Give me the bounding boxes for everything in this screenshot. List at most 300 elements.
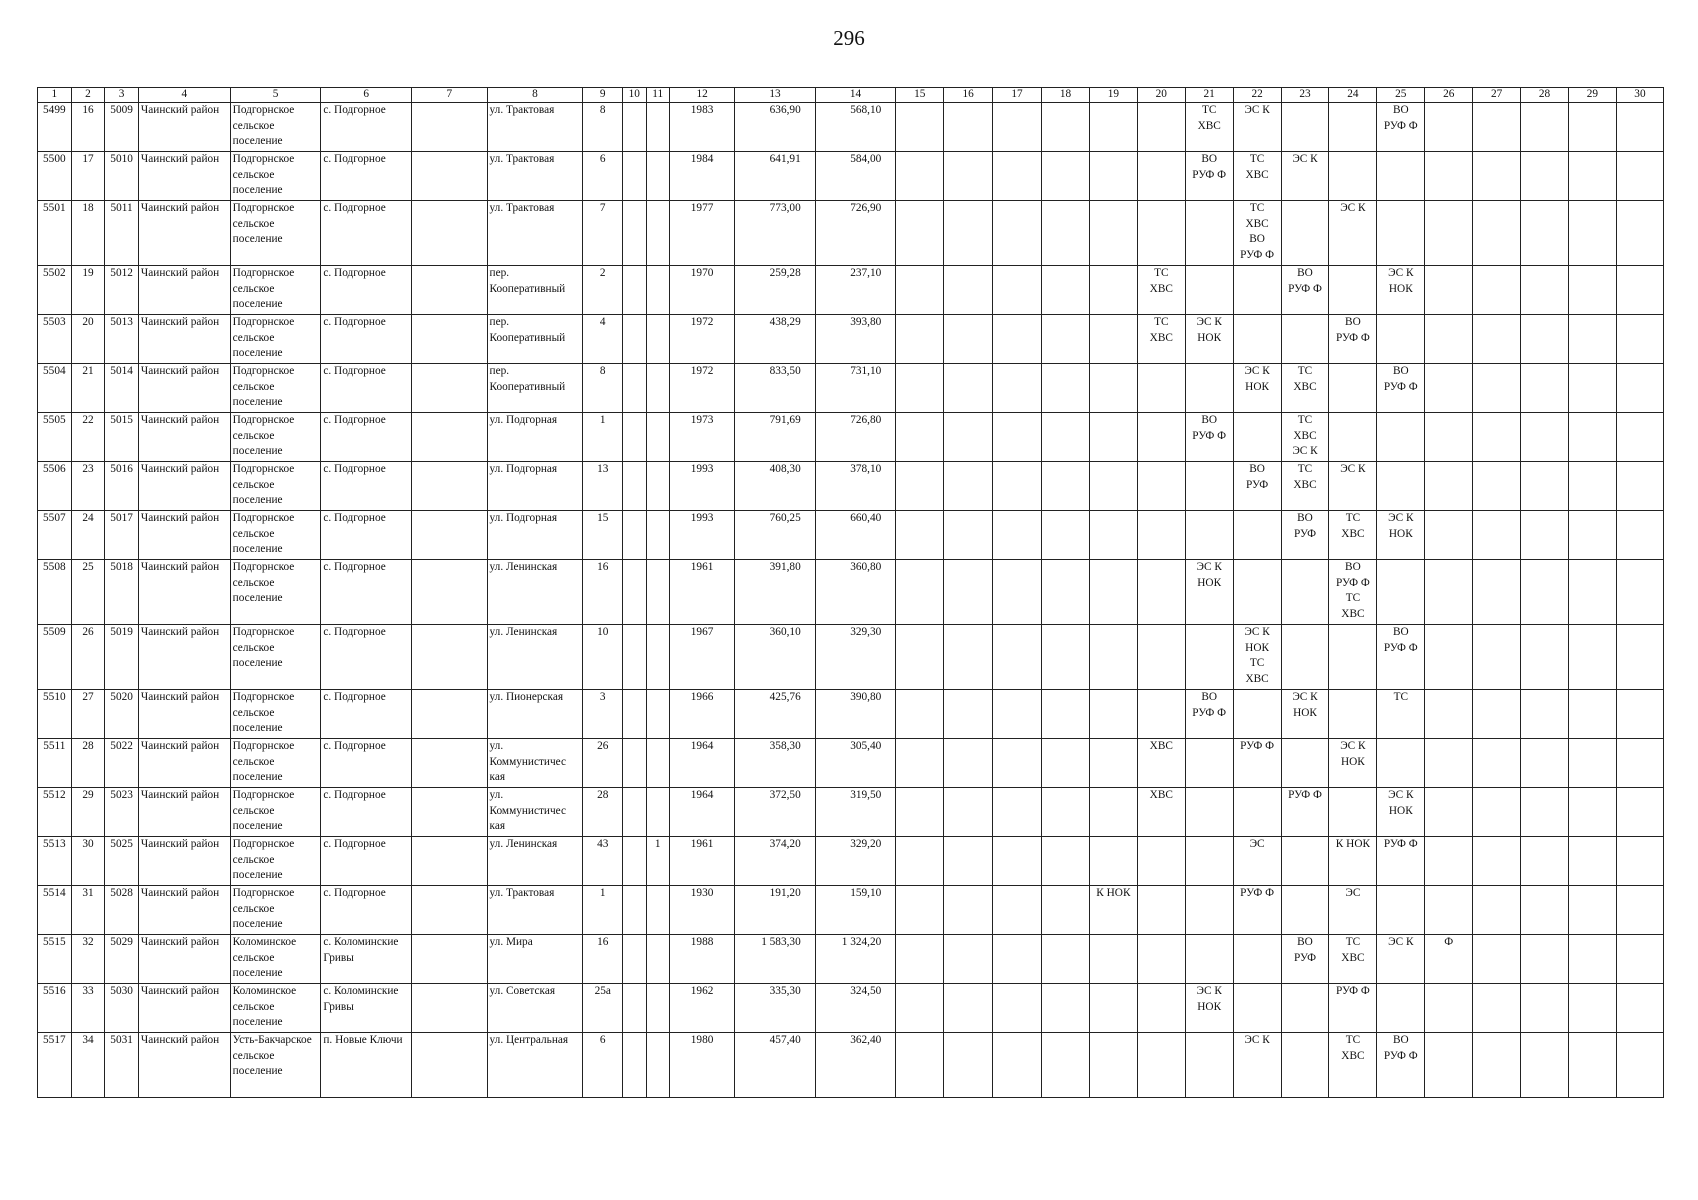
cell-col-2: 25 [71,560,105,625]
cell-col-12: 1964 [669,788,734,837]
mark-cell-col-20 [1137,462,1185,511]
cell-col-14: 324,50 [815,984,896,1033]
cell-col-10 [623,625,646,690]
mark-cell-col-18 [1042,266,1090,315]
mark-cell-col-28 [1521,511,1569,560]
cell-col-11: 1 [646,837,669,886]
mark-cell-col-20 [1137,1033,1185,1098]
mark-cell-col-25 [1377,886,1425,935]
cell-col-12: 1961 [669,837,734,886]
mark-cell-col-20: ХВС [1137,788,1185,837]
cell-col-4: Чаинский район [138,984,230,1033]
cell-col-6: п. Новые Ключи [321,1033,412,1098]
cell-col-9: 26 [583,739,623,788]
cell-col-13: 408,30 [735,462,816,511]
cell-col-14: 319,50 [815,788,896,837]
mark-cell-col-21 [1185,201,1233,266]
mark-cell-col-18 [1042,413,1090,462]
mark-cell-col-29 [1568,201,1616,266]
mark-cell-col-15 [896,837,944,886]
mark-cell-col-17 [993,152,1042,201]
mark-cell-col-21: ТС ХВС [1185,103,1233,152]
cell-col-12: 1961 [669,560,734,625]
mark-cell-col-22 [1233,984,1281,1033]
cell-col-11 [646,560,669,625]
cell-col-3: 5012 [105,266,139,315]
table-row [38,266,1664,315]
cell-col-2: 28 [71,739,105,788]
mark-cell-col-26 [1425,625,1473,690]
mark-cell-col-21 [1185,886,1233,935]
mark-cell-col-24: ВО РУФ Ф ТС ХВС [1329,560,1377,625]
mark-cell-col-19: К НОК [1089,886,1137,935]
column-header-28: 28 [1521,88,1569,103]
mark-cell-col-25 [1377,462,1425,511]
mark-cell-col-23 [1281,201,1329,266]
cell-col-9: 1 [583,886,623,935]
mark-cell-col-29 [1568,315,1616,364]
mark-cell-col-15 [896,984,944,1033]
mark-cell-col-19 [1089,935,1137,984]
mark-cell-col-26 [1425,984,1473,1033]
cell-col-7 [412,364,487,413]
mark-cell-col-22 [1233,788,1281,837]
cell-col-5: Подгорнское сельское поселение [230,690,321,739]
cell-col-3: 5013 [105,315,139,364]
cell-col-12: 1962 [669,984,734,1033]
column-header-10: 10 [623,88,646,103]
mark-cell-col-17 [993,315,1042,364]
mark-cell-col-23: ТС ХВС [1281,364,1329,413]
cell-col-2: 26 [71,625,105,690]
mark-cell-col-24: ЭС К НОК [1329,739,1377,788]
cell-col-12: 1972 [669,364,734,413]
mark-cell-col-22 [1233,511,1281,560]
mark-cell-col-27 [1473,625,1521,690]
mark-cell-col-17 [993,739,1042,788]
cell-col-14: 159,10 [815,886,896,935]
mark-cell-col-25 [1377,984,1425,1033]
mark-cell-col-16 [944,462,993,511]
cell-col-11 [646,739,669,788]
cell-col-14: 378,10 [815,462,896,511]
cell-col-3: 5023 [105,788,139,837]
mark-cell-col-17 [993,511,1042,560]
mark-cell-col-26 [1425,266,1473,315]
cell-col-1: 5510 [38,690,72,739]
mark-cell-col-18 [1042,690,1090,739]
cell-col-8: ул. Коммунистичес кая [487,788,583,837]
column-header-16: 16 [944,88,993,103]
mark-cell-col-22: ЭС [1233,837,1281,886]
mark-cell-col-21: ВО РУФ Ф [1185,152,1233,201]
cell-col-12: 1970 [669,266,734,315]
mark-cell-col-17 [993,625,1042,690]
cell-col-14: 731,10 [815,364,896,413]
mark-cell-col-21 [1185,788,1233,837]
cell-col-11 [646,462,669,511]
mark-cell-col-27 [1473,266,1521,315]
mark-cell-col-28 [1521,625,1569,690]
cell-col-12: 1980 [669,1033,734,1098]
mark-cell-col-30 [1616,201,1663,266]
mark-cell-col-28 [1521,739,1569,788]
mark-cell-col-16 [944,625,993,690]
cell-col-11 [646,152,669,201]
register-table [37,87,1664,1098]
cell-col-11 [646,1033,669,1098]
cell-col-13: 636,90 [735,103,816,152]
cell-col-9: 2 [583,266,623,315]
column-header-29: 29 [1568,88,1616,103]
mark-cell-col-19 [1089,201,1137,266]
column-header-17: 17 [993,88,1042,103]
cell-col-2: 20 [71,315,105,364]
mark-cell-col-17 [993,201,1042,266]
cell-col-13: 335,30 [735,984,816,1033]
mark-cell-col-27 [1473,201,1521,266]
cell-col-13: 358,30 [735,739,816,788]
mark-cell-col-24: ТС ХВС [1329,1033,1377,1098]
cell-col-10 [623,511,646,560]
cell-col-13: 457,40 [735,1033,816,1098]
mark-cell-col-21: ЭС К НОК [1185,560,1233,625]
column-header-26: 26 [1425,88,1473,103]
mark-cell-col-23: ЭС К [1281,152,1329,201]
mark-cell-col-15 [896,739,944,788]
cell-col-3: 5022 [105,739,139,788]
column-header-25: 25 [1377,88,1425,103]
mark-cell-col-17 [993,886,1042,935]
cell-col-5: Коломинское сельское поселение [230,935,321,984]
mark-cell-col-15 [896,413,944,462]
mark-cell-col-30 [1616,690,1663,739]
cell-col-3: 5028 [105,886,139,935]
mark-cell-col-30 [1616,462,1663,511]
cell-col-7 [412,1033,487,1098]
mark-cell-col-16 [944,315,993,364]
mark-cell-col-23: ЭС К НОК [1281,690,1329,739]
mark-cell-col-20 [1137,511,1185,560]
cell-col-9: 43 [583,837,623,886]
mark-cell-col-15 [896,103,944,152]
cell-col-10 [623,886,646,935]
cell-col-6: с. Подгорное [321,201,412,266]
cell-col-11 [646,266,669,315]
mark-cell-col-25: ТС [1377,690,1425,739]
cell-col-1: 5502 [38,266,72,315]
cell-col-10 [623,103,646,152]
cell-col-4: Чаинский район [138,935,230,984]
table-row [38,315,1664,364]
cell-col-7 [412,413,487,462]
cell-col-1: 5513 [38,837,72,886]
mark-cell-col-28 [1521,837,1569,886]
mark-cell-col-26: Ф [1425,935,1473,984]
mark-cell-col-15 [896,152,944,201]
mark-cell-col-20 [1137,201,1185,266]
cell-col-5: Подгорнское сельское поселение [230,266,321,315]
mark-cell-col-17 [993,935,1042,984]
cell-col-5: Подгорнское сельское поселение [230,886,321,935]
mark-cell-col-28 [1521,315,1569,364]
table-row [38,886,1664,935]
cell-col-6: с. Подгорное [321,690,412,739]
mark-cell-col-22 [1233,935,1281,984]
mark-cell-col-25: ВО РУФ Ф [1377,364,1425,413]
mark-cell-col-26 [1425,739,1473,788]
mark-cell-col-28 [1521,364,1569,413]
column-header-5: 5 [230,88,321,103]
column-header-1: 1 [38,88,72,103]
column-header-7: 7 [412,88,487,103]
table-row [38,560,1664,625]
mark-cell-col-27 [1473,690,1521,739]
cell-col-11 [646,364,669,413]
cell-col-5: Подгорнское сельское поселение [230,560,321,625]
cell-col-9: 10 [583,625,623,690]
mark-cell-col-23 [1281,1033,1329,1098]
mark-cell-col-27 [1473,560,1521,625]
table-row [38,935,1664,984]
mark-cell-col-25 [1377,413,1425,462]
mark-cell-col-20 [1137,837,1185,886]
table-row [38,201,1664,266]
cell-col-3: 5031 [105,1033,139,1098]
cell-col-7 [412,103,487,152]
mark-cell-col-19 [1089,837,1137,886]
mark-cell-col-19 [1089,739,1137,788]
column-header-2: 2 [71,88,105,103]
cell-col-4: Чаинский район [138,152,230,201]
mark-cell-col-28 [1521,413,1569,462]
cell-col-4: Чаинский район [138,201,230,266]
mark-cell-col-15 [896,462,944,511]
cell-col-6: с. Подгорное [321,413,412,462]
cell-col-12: 1977 [669,201,734,266]
cell-col-14: 726,80 [815,413,896,462]
mark-cell-col-23 [1281,984,1329,1033]
cell-col-2: 29 [71,788,105,837]
mark-cell-col-20 [1137,886,1185,935]
mark-cell-col-22: ЭС К [1233,103,1281,152]
mark-cell-col-25: ВО РУФ Ф [1377,103,1425,152]
mark-cell-col-24: ТС ХВС [1329,935,1377,984]
mark-cell-col-26 [1425,413,1473,462]
mark-cell-col-21 [1185,837,1233,886]
cell-col-13: 259,28 [735,266,816,315]
mark-cell-col-16 [944,511,993,560]
mark-cell-col-25: ЭС К НОК [1377,788,1425,837]
mark-cell-col-28 [1521,560,1569,625]
cell-col-1: 5503 [38,315,72,364]
cell-col-5: Подгорнское сельское поселение [230,739,321,788]
cell-col-1: 5505 [38,413,72,462]
mark-cell-col-15 [896,886,944,935]
cell-col-2: 23 [71,462,105,511]
mark-cell-col-18 [1042,739,1090,788]
cell-col-4: Чаинский район [138,886,230,935]
cell-col-7 [412,511,487,560]
mark-cell-col-25 [1377,201,1425,266]
cell-col-7 [412,837,487,886]
mark-cell-col-19 [1089,315,1137,364]
cell-col-14: 568,10 [815,103,896,152]
cell-col-1: 5504 [38,364,72,413]
cell-col-4: Чаинский район [138,625,230,690]
mark-cell-col-30 [1616,511,1663,560]
mark-cell-col-25 [1377,152,1425,201]
cell-col-9: 16 [583,560,623,625]
mark-cell-col-29 [1568,935,1616,984]
cell-col-8: пер. Кооперативный [487,364,583,413]
cell-col-14: 726,90 [815,201,896,266]
mark-cell-col-18 [1042,201,1090,266]
mark-cell-col-15 [896,201,944,266]
cell-col-1: 5514 [38,886,72,935]
mark-cell-col-26 [1425,201,1473,266]
cell-col-14: 329,20 [815,837,896,886]
mark-cell-col-16 [944,201,993,266]
mark-cell-col-22 [1233,315,1281,364]
mark-cell-col-26 [1425,103,1473,152]
cell-col-4: Чаинский район [138,364,230,413]
mark-cell-col-19 [1089,364,1137,413]
cell-col-8: ул. Трактовая [487,152,583,201]
mark-cell-col-21: ЭС К НОК [1185,315,1233,364]
cell-col-6: с. Подгорное [321,625,412,690]
cell-col-13: 374,20 [735,837,816,886]
cell-col-11 [646,413,669,462]
cell-col-9: 3 [583,690,623,739]
column-header-9: 9 [583,88,623,103]
mark-cell-col-17 [993,788,1042,837]
mark-cell-col-28 [1521,103,1569,152]
mark-cell-col-15 [896,625,944,690]
cell-col-5: Подгорнское сельское поселение [230,364,321,413]
cell-col-8: ул. Ленинская [487,560,583,625]
column-header-23: 23 [1281,88,1329,103]
mark-cell-col-30 [1616,266,1663,315]
cell-col-3: 5020 [105,690,139,739]
mark-cell-col-24 [1329,266,1377,315]
mark-cell-col-28 [1521,788,1569,837]
mark-cell-col-19 [1089,462,1137,511]
mark-cell-col-19 [1089,690,1137,739]
mark-cell-col-25: РУФ Ф [1377,837,1425,886]
cell-col-10 [623,739,646,788]
cell-col-8: пер. Кооперативный [487,315,583,364]
mark-cell-col-16 [944,935,993,984]
mark-cell-col-18 [1042,625,1090,690]
mark-cell-col-28 [1521,935,1569,984]
cell-col-2: 31 [71,886,105,935]
table-row [38,511,1664,560]
mark-cell-col-17 [993,462,1042,511]
cell-col-2: 27 [71,690,105,739]
mark-cell-col-26 [1425,1033,1473,1098]
mark-cell-col-24 [1329,364,1377,413]
mark-cell-col-16 [944,690,993,739]
cell-col-14: 362,40 [815,1033,896,1098]
mark-cell-col-29 [1568,690,1616,739]
mark-cell-col-27 [1473,103,1521,152]
mark-cell-col-16 [944,364,993,413]
cell-col-12: 1966 [669,690,734,739]
mark-cell-col-27 [1473,984,1521,1033]
cell-col-12: 1967 [669,625,734,690]
cell-col-13: 425,76 [735,690,816,739]
mark-cell-col-21: ЭС К НОК [1185,984,1233,1033]
cell-col-7 [412,315,487,364]
mark-cell-col-20 [1137,625,1185,690]
cell-col-3: 5029 [105,935,139,984]
cell-col-4: Чаинский район [138,266,230,315]
mark-cell-col-15 [896,266,944,315]
mark-cell-col-18 [1042,788,1090,837]
column-header-30: 30 [1616,88,1663,103]
mark-cell-col-26 [1425,560,1473,625]
mark-cell-col-20: ТС ХВС [1137,266,1185,315]
mark-cell-col-24 [1329,690,1377,739]
cell-col-12: 1930 [669,886,734,935]
mark-cell-col-23 [1281,739,1329,788]
cell-col-1: 5512 [38,788,72,837]
cell-col-3: 5010 [105,152,139,201]
cell-col-3: 5018 [105,560,139,625]
mark-cell-col-19 [1089,413,1137,462]
mark-cell-col-19 [1089,625,1137,690]
cell-col-5: Подгорнское сельское поселение [230,625,321,690]
mark-cell-col-28 [1521,266,1569,315]
mark-cell-col-26 [1425,788,1473,837]
mark-cell-col-30 [1616,152,1663,201]
mark-cell-col-19 [1089,788,1137,837]
mark-cell-col-29 [1568,837,1616,886]
mark-cell-col-26 [1425,837,1473,886]
mark-cell-col-28 [1521,690,1569,739]
mark-cell-col-24 [1329,413,1377,462]
mark-cell-col-22: ТС ХВС [1233,152,1281,201]
cell-col-8: пер. Кооперативный [487,266,583,315]
column-header-6: 6 [321,88,412,103]
mark-cell-col-30 [1616,364,1663,413]
column-header-8: 8 [487,88,583,103]
cell-col-7 [412,201,487,266]
table-container [37,87,1664,1098]
cell-col-8: ул. Трактовая [487,103,583,152]
cell-col-9: 1 [583,413,623,462]
cell-col-3: 5009 [105,103,139,152]
cell-col-13: 760,25 [735,511,816,560]
mark-cell-col-28 [1521,201,1569,266]
mark-cell-col-16 [944,837,993,886]
mark-cell-col-21 [1185,462,1233,511]
mark-cell-col-26 [1425,511,1473,560]
cell-col-10 [623,266,646,315]
mark-cell-col-30 [1616,413,1663,462]
mark-cell-col-27 [1473,315,1521,364]
mark-cell-col-30 [1616,886,1663,935]
cell-col-14: 237,10 [815,266,896,315]
column-header-12: 12 [669,88,734,103]
cell-col-9: 6 [583,152,623,201]
mark-cell-col-17 [993,266,1042,315]
mark-cell-col-20 [1137,935,1185,984]
mark-cell-col-23: ВО РУФ Ф [1281,266,1329,315]
cell-col-4: Чаинский район [138,413,230,462]
cell-col-7 [412,152,487,201]
